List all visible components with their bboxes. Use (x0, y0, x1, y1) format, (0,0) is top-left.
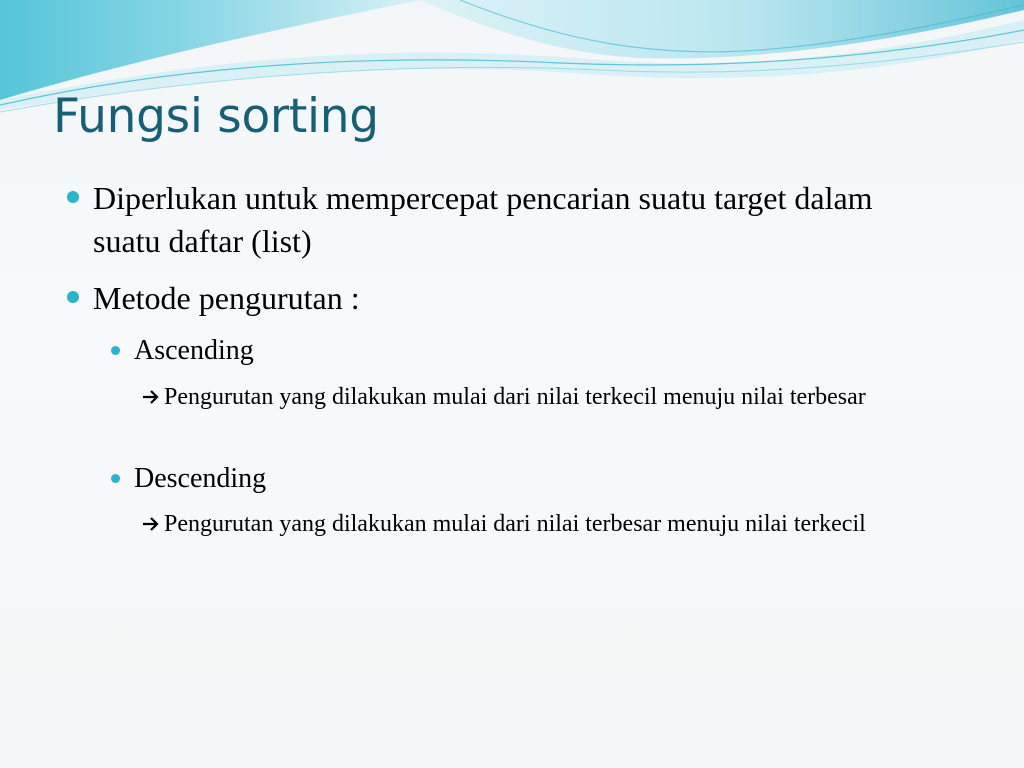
description-item (142, 380, 984, 415)
sub-bullet-item (134, 333, 914, 369)
sub-bullet-text: Descending (134, 463, 267, 494)
bullet-item (93, 277, 913, 320)
round-bullet-icon (67, 191, 79, 203)
bullet-text: Metode pengurutan : (93, 280, 360, 316)
round-bullet-icon (111, 346, 120, 355)
right-arrow-icon (142, 507, 164, 542)
sub-bullet-text: Ascending (134, 335, 254, 366)
right-arrow-icon (142, 380, 164, 415)
slide-title: Fungsi sorting (53, 89, 379, 144)
round-bullet-icon (111, 474, 120, 483)
description-text: Pengurutan yang dilakukan mulai dari nilai terkecil menuju nilai terbesar (164, 384, 866, 410)
bullet-item (93, 177, 913, 263)
bullet-text: Diperlukan untuk mempercepat pencarian suatu target dalam suatu daftar (list) (93, 180, 873, 259)
description-text: Pengurutan yang dilakukan mulai dari nilai terbesar menuju nilai terkecil (164, 511, 866, 537)
sub-bullet-item (134, 461, 914, 497)
round-bullet-icon (67, 291, 79, 303)
description-item (142, 507, 984, 542)
